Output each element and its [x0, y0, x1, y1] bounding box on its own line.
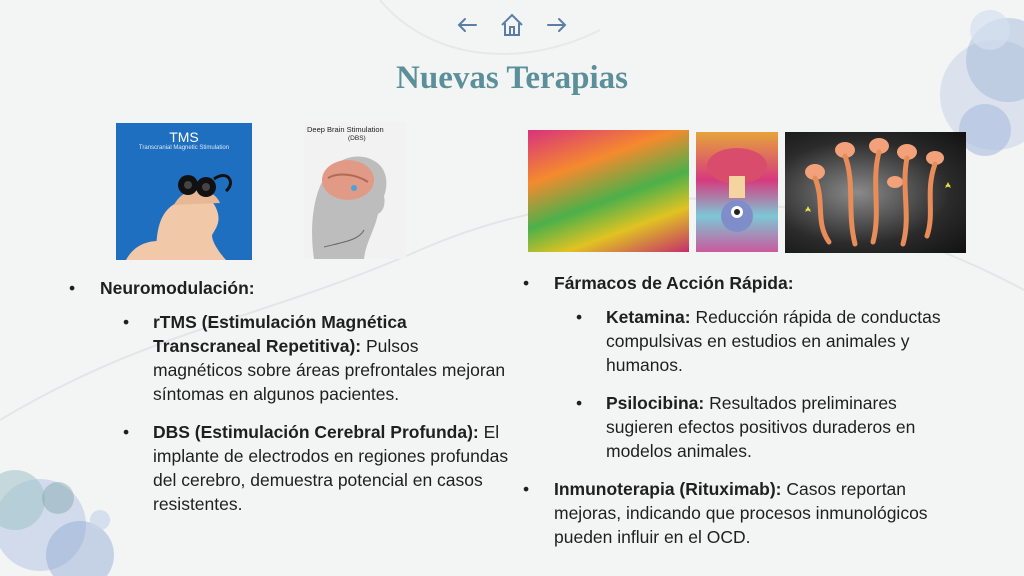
bullet: • [123, 312, 130, 332]
fast-drugs-heading: Fármacos de Acción Rápida: [554, 273, 794, 293]
item-text: Resultados preliminares sugieren efectos positivos duraderos en modelos animales. [606, 393, 916, 461]
bullet: • [576, 393, 583, 413]
tms-image-title: TMS [169, 129, 199, 145]
list-item [123, 420, 510, 516]
arrow-left-icon[interactable] [456, 16, 478, 39]
bullet: • [69, 278, 76, 298]
item-text: Reducción rápida de conductas compulsivas en estudios en animales y humanos. [606, 307, 941, 375]
tms-image-subtitle: Transcranial Magnetic Stimulation [138, 145, 230, 151]
slide-navigation [456, 12, 568, 42]
neuromodulation-heading: Neuromodulación: [100, 278, 255, 298]
list-item [123, 310, 510, 406]
item-text: El implante de electrodos en regiones profundas del cerebro, demuestra potencial en casos resistentes. [153, 422, 509, 514]
item-label: DBS (Estimulación Cerebral Profunda): [153, 422, 479, 442]
immunotherapy-label: Inmunoterapia (Rituximab): [554, 479, 782, 499]
dbs-image [304, 122, 406, 259]
list-item [576, 305, 964, 377]
forest-image [528, 130, 689, 252]
bullet: • [576, 307, 583, 327]
list-item [576, 391, 964, 463]
bullet: • [123, 422, 130, 442]
tms-image [116, 123, 252, 260]
immunotherapy-text: Casos reportan mejoras, indicando que procesos inmunológicos pueden influir en el OCD. [554, 479, 928, 547]
left-content [69, 276, 510, 530]
bullet: • [523, 273, 530, 293]
right-content [523, 271, 964, 549]
bullet: • [523, 479, 530, 499]
mushroom-creature-image [696, 132, 778, 252]
slide-title: Nuevas Terapias [396, 60, 628, 96]
item-text: Pulsos magnéticos sobre áreas prefrontales mejoran síntomas en algunos pacientes. [153, 336, 506, 404]
dbs-image-title: Deep Brain Stimulation [307, 125, 384, 134]
dbs-image-subtitle: (DBS) [348, 135, 366, 142]
home-icon[interactable] [499, 12, 525, 43]
item-label: Ketamina: [606, 307, 691, 327]
arrow-right-icon[interactable] [546, 16, 568, 39]
mushrooms-galaxy-image [785, 132, 966, 253]
item-label: rTMS (Estimulación Magnética Transcraneal Repetitiva): [153, 312, 407, 356]
item-label: Psilocibina: [606, 393, 705, 413]
